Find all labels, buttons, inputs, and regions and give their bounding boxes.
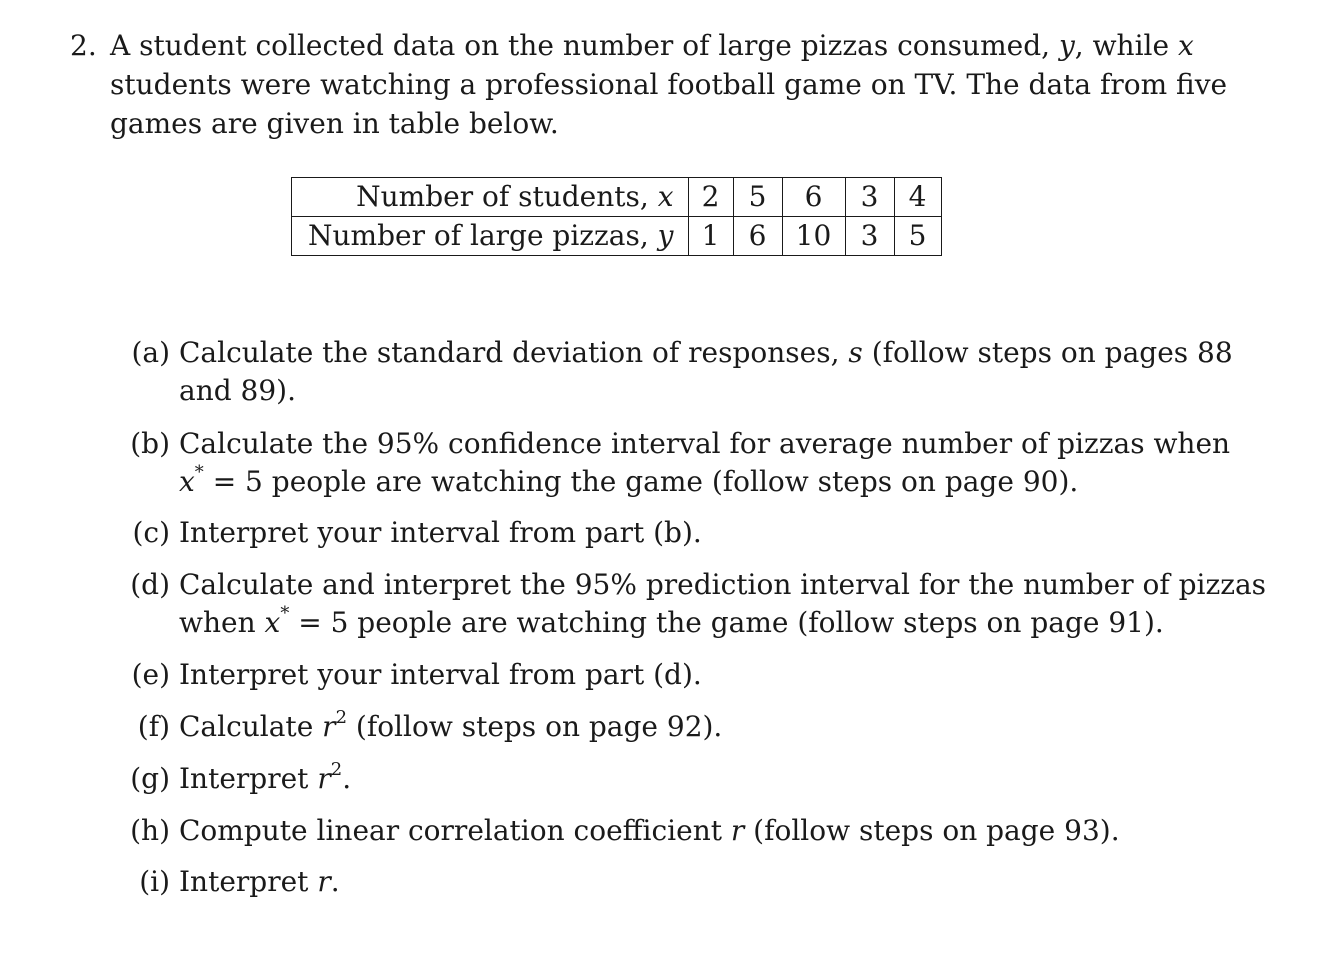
data-table [291,177,942,256]
table-row-pizzas [292,217,942,256]
part-line [179,514,1183,552]
part-text [179,656,1183,694]
intro-text: students were watching a professional football game on TV. The data from five [110,68,1228,101]
part-line [179,425,1231,463]
part-text-run: = 5 people are watching the game (follow steps on page 90). [203,465,1079,498]
part-label: (d) [130,568,170,601]
math-variable: x [264,606,281,639]
part-text-run: (follow steps on page 92). [347,710,723,743]
math-variable: x [1177,29,1194,62]
table-row-students [292,178,942,217]
intro-line [110,104,1185,143]
table-cell: 3 [845,178,894,217]
table-cell: 3 [845,217,894,256]
math-variable: r [322,710,336,743]
intro-text: A student collected data on the number of large pizzas consumed, [110,29,1059,62]
part-label: (c) [132,516,170,549]
part-label: (e) [131,658,170,691]
superscript: * [194,461,204,483]
table-cell: 6 [782,178,845,217]
part-text-run: = 5 people are watching the game (follow steps on page 91). [289,606,1164,639]
part-text [179,334,1233,410]
part-line [179,708,1183,746]
intro-text: , while [1074,29,1178,62]
part-text-run: . [342,762,352,795]
part-text-run: Interpret your interval from part (d). [179,658,702,691]
part-line [179,863,1183,901]
math-variable: y [1058,29,1075,62]
math-variable: s [848,336,863,369]
problem-intro [110,26,1228,143]
part-text [179,425,1231,501]
part-text-run: Calculate [179,710,323,743]
part-label: (b) [130,427,170,460]
part-text-run: (follow steps on pages 88 [862,336,1233,369]
part-label: (f) [137,710,170,743]
part-label: (i) [139,865,170,898]
part-line [179,760,1183,798]
row-label: Number of large pizzas, [308,219,658,252]
part-text-run: Calculate and interpret the 95% prediction interval for the number of pizzas [179,568,1267,601]
part-text [179,863,1183,901]
part-text [179,708,1183,746]
part-text [179,566,1267,642]
part-line [179,566,1267,604]
part-text [179,514,1183,552]
part-text-run: . [330,865,340,898]
part-line [179,604,1183,642]
row-header [292,217,689,256]
math-variable: r [730,814,745,847]
part-label: (h) [130,814,170,847]
row-header [292,178,689,217]
part-text-run: Calculate the standard deviation of responses, [179,336,849,369]
table-cell: 5 [894,217,941,256]
row-label: Number of students, [356,180,658,213]
superscript: 2 [330,758,343,780]
part-text [179,812,1183,850]
problem-number: 2. [70,29,97,62]
intro-line [110,26,1194,65]
part-text-run: when [179,606,265,639]
part-text-run: and 89). [179,374,297,407]
math-variable: y [657,219,674,252]
part-text-run: (follow steps on page 93). [744,814,1120,847]
table-cell: 10 [782,217,845,256]
math-variable: x [657,180,674,213]
table-cell: 4 [894,178,941,217]
part-text-run: Interpret [179,865,318,898]
part-text-run: Interpret [179,762,318,795]
part-text-run: Interpret your interval from part (b). [179,516,702,549]
superscript: 2 [335,706,348,728]
part-text-run: Calculate the 95% confidence interval for average number of pizzas when [179,427,1231,460]
table-cell: 6 [733,217,782,256]
math-variable: r [317,865,331,898]
superscript: * [280,602,290,624]
table-cell: 2 [688,178,733,217]
part-line [179,812,1183,850]
part-line [179,656,1183,694]
part-label: (g) [130,762,170,795]
part-label: (a) [131,336,170,369]
table-cell: 1 [688,217,733,256]
part-line [179,372,1183,410]
part-line [179,463,1183,501]
part-text [179,760,1183,798]
table-cell: 5 [733,178,782,217]
part-text-run: Compute linear correlation coefficient [179,814,731,847]
math-variable: r [317,762,331,795]
math-variable: x [179,465,195,498]
part-line [179,334,1233,372]
intro-text: games are given in table below. [110,107,559,140]
intro-line [110,65,1228,104]
